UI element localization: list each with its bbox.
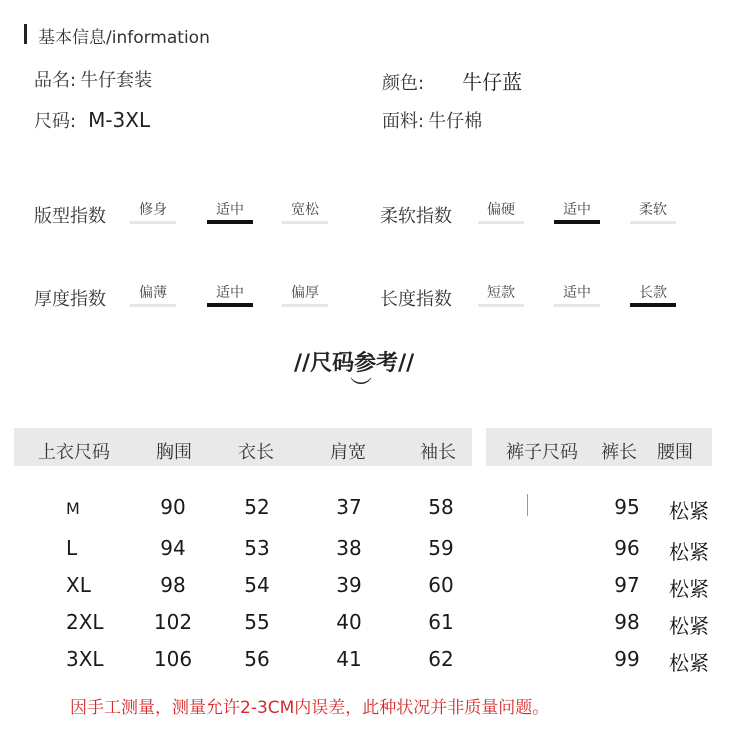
top-row-5-sleeve: 62 [428, 647, 454, 671]
top-row-2-sleeve: 59 [428, 536, 454, 560]
pants-header-length: 裤长 [601, 442, 637, 463]
index-softness-option-2: 适中 [563, 202, 591, 218]
index-length-option-1: 短款 [487, 285, 515, 301]
product-size [34, 107, 150, 133]
index-softness-bar-1 [478, 221, 524, 224]
pants-divider [527, 494, 528, 516]
index-thickness-option-1: 偏薄 [139, 285, 167, 301]
top-header-sleeve: 袖长 [420, 442, 456, 463]
index-fit-option-2: 适中 [216, 202, 244, 218]
top-row-1-shoulder: 37 [336, 495, 362, 519]
product-size-label: 尺码: [34, 111, 77, 132]
index-length-option-3: 长款 [639, 285, 667, 301]
product-name-label: 品名: [34, 70, 77, 91]
index-thickness-option-3: 偏厚 [291, 285, 319, 301]
top-row-4-chest: 102 [153, 610, 193, 634]
index-length-option-2: 适中 [563, 285, 591, 301]
top-row-3-length: 54 [244, 573, 270, 597]
index-thickness-bar-3 [282, 304, 328, 307]
pants-row-1-waist: 松紧 [669, 499, 709, 523]
product-fabric-label: 面料: [382, 111, 425, 132]
top-row-5-chest: 106 [153, 647, 193, 671]
top-row-5-shoulder: 41 [336, 647, 362, 671]
index-length-bar-2 [554, 304, 600, 307]
index-fit-label: 版型指数 [34, 206, 106, 227]
index-thickness-option-2: 适中 [216, 285, 244, 301]
top-row-3-chest: 98 [160, 573, 186, 597]
index-softness-option-1: 偏硬 [487, 202, 515, 218]
pants-row-4-length: 98 [614, 610, 640, 634]
pants-row-2-waist: 松紧 [669, 540, 709, 564]
index-softness-label: 柔软指数 [380, 206, 452, 227]
top-row-4-sleeve: 61 [428, 610, 454, 634]
top-row-4-size: 2XL [66, 610, 104, 634]
top-row-1-sleeve: 58 [428, 495, 454, 519]
product-name [34, 66, 152, 92]
measurement-note: 因手工测量，测量允许2-3CM内误差，此种状况并非质量问题。 [70, 698, 550, 718]
product-name-value: 牛仔套装 [80, 70, 153, 91]
top-header-length: 衣长 [238, 442, 274, 463]
top-row-2-chest: 94 [160, 536, 186, 560]
size-reference-title: //尺码参考// [294, 351, 415, 376]
header-title: 基本信息 [38, 28, 106, 48]
top-row-2-shoulder: 38 [336, 536, 362, 560]
pants-row-1-length: 95 [614, 495, 640, 519]
product-color-value: 牛仔蓝 [462, 70, 523, 94]
header-accent-bar [24, 24, 27, 44]
index-fit-option-3: 宽松 [291, 202, 319, 218]
index-thickness-bar-1 [130, 304, 176, 307]
index-thickness-bar-2-selected [207, 303, 253, 307]
pants-row-4-waist: 松紧 [669, 614, 709, 638]
header-subtitle: /information [106, 28, 210, 48]
pants-row-5-length: 99 [614, 647, 640, 671]
product-fabric [382, 107, 482, 133]
index-fit-bar-3 [282, 221, 328, 224]
index-thickness-label: 厚度指数 [34, 289, 106, 310]
top-row-1-chest: 90 [160, 495, 186, 519]
top-row-1-size: M [66, 499, 80, 518]
top-row-3-sleeve: 60 [428, 573, 454, 597]
section-header [38, 23, 210, 48]
index-fit-option-1: 修身 [139, 202, 167, 218]
pants-row-5-waist: 松紧 [669, 651, 709, 675]
index-fit-bar-2-selected [207, 220, 253, 224]
top-row-4-length: 55 [244, 610, 270, 634]
pants-header-size: 裤子尺码 [506, 442, 578, 463]
pants-row-3-length: 97 [614, 573, 640, 597]
top-row-1-length: 52 [244, 495, 270, 519]
top-row-5-size: 3XL [66, 647, 104, 671]
top-row-4-shoulder: 40 [336, 610, 362, 634]
index-fit-bar-1 [130, 221, 176, 224]
top-header-size: 上衣尺码 [38, 442, 110, 463]
index-softness-bar-3 [630, 221, 676, 224]
top-row-2-length: 53 [244, 536, 270, 560]
chevron-down-icon: ︶ [350, 377, 373, 402]
product-color-label: 颜色: [382, 73, 425, 94]
top-header-chest: 胸围 [156, 442, 192, 463]
top-row-3-size: XL [66, 573, 91, 597]
product-size-value: M-3XL [88, 108, 151, 132]
pants-header-waist: 腰围 [657, 442, 693, 463]
index-length-label: 长度指数 [380, 289, 452, 310]
top-row-5-length: 56 [244, 647, 270, 671]
index-length-bar-3-selected [630, 303, 676, 307]
index-softness-option-3: 柔软 [639, 202, 667, 218]
pants-row-3-waist: 松紧 [669, 577, 709, 601]
index-length-bar-1 [478, 304, 524, 307]
top-row-3-shoulder: 39 [336, 573, 362, 597]
top-row-2-size: L [66, 536, 78, 560]
product-color [382, 66, 522, 95]
pants-row-2-length: 96 [614, 536, 640, 560]
index-softness-bar-2-selected [554, 220, 600, 224]
top-header-shoulder: 肩宽 [330, 442, 366, 463]
product-fabric-value: 牛仔棉 [428, 111, 483, 132]
